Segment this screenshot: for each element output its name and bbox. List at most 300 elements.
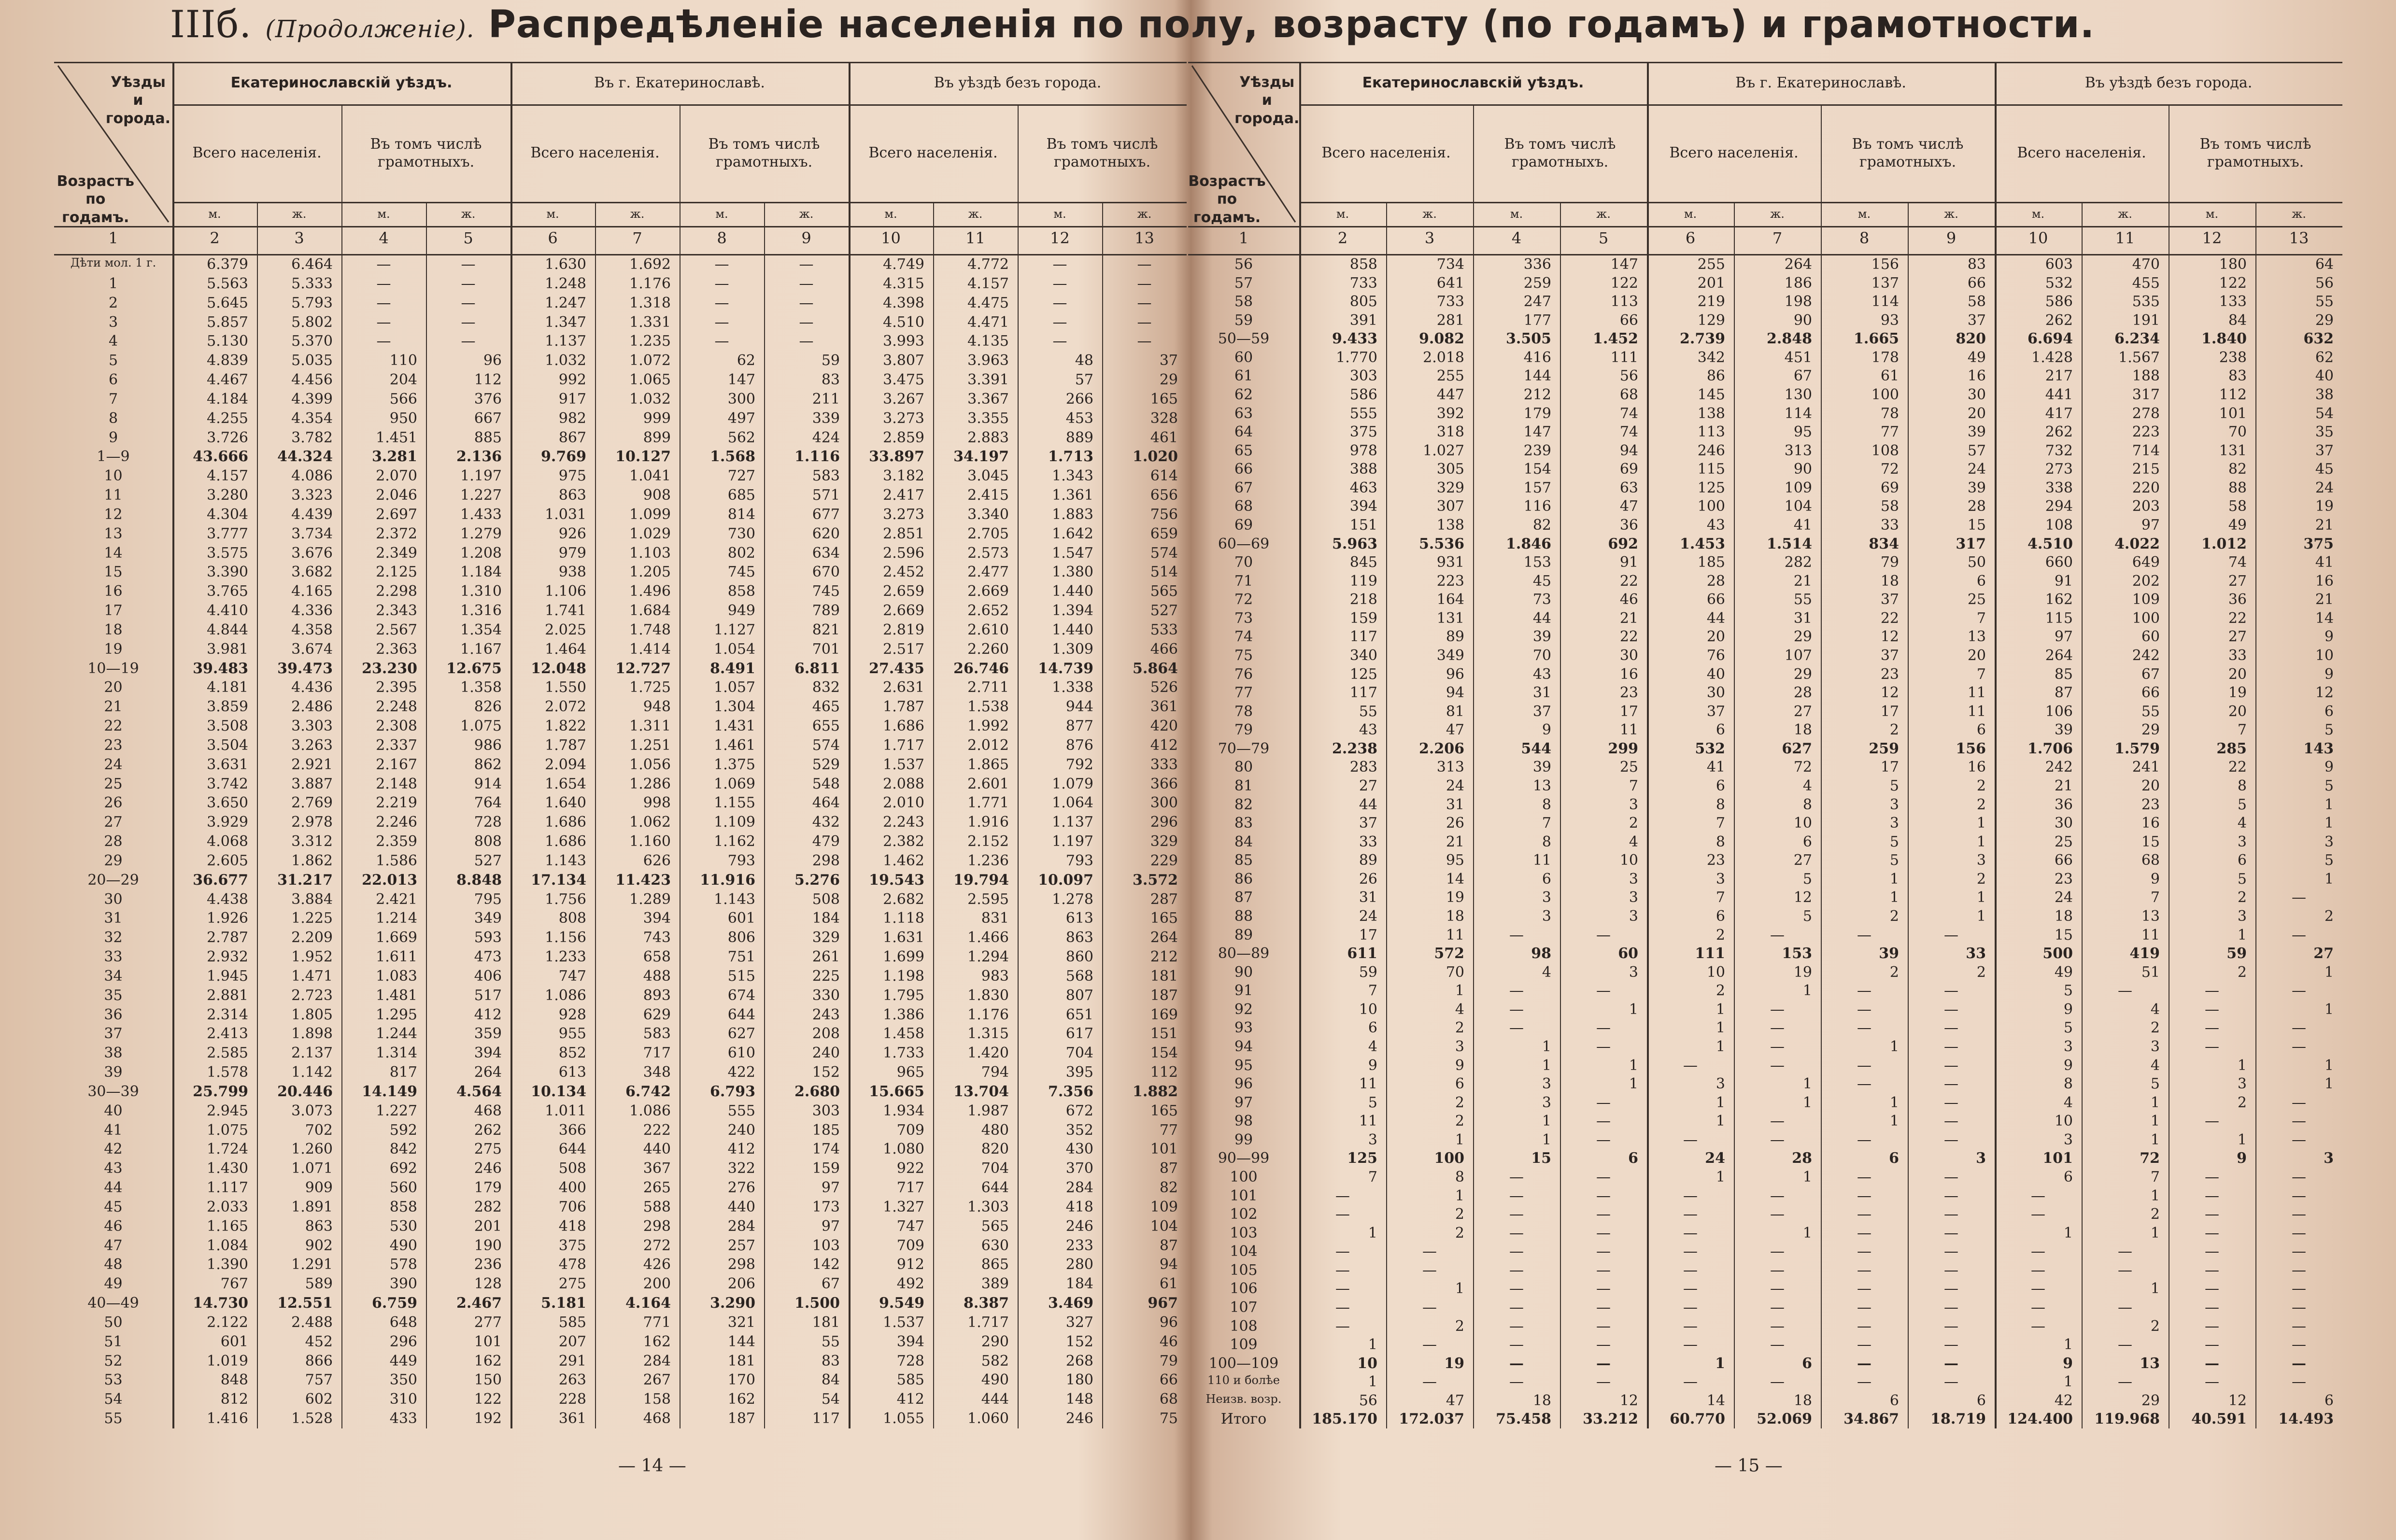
sex-header: м. [1857, 207, 1871, 221]
table-cell: 110 [389, 352, 417, 369]
age-label: 1—9 [97, 448, 130, 466]
table-cell: 1.086 [545, 987, 586, 1004]
table-cell: 31.217 [277, 871, 333, 889]
age-label: 87 [1234, 889, 1253, 906]
table-cell: 192 [474, 1410, 502, 1427]
table-cell: 6 [1715, 721, 1725, 739]
table-cell: 917 [558, 390, 586, 408]
table-cell: 181 [812, 1314, 840, 1331]
table-cell: 38 [2315, 386, 2334, 403]
table-cell: 808 [558, 910, 586, 927]
table-cell: 2.705 [967, 525, 1009, 542]
table-cell: 1 [1889, 889, 1899, 906]
table-cell: 67 [2141, 665, 2160, 683]
column-number: 6 [1685, 229, 1696, 247]
table-cell: 1.916 [967, 814, 1009, 831]
table-cell: 479 [812, 833, 840, 850]
table-cell: — [1052, 313, 1067, 331]
table-cell: 200 [643, 1275, 671, 1293]
table-cell: 125 [1697, 479, 1725, 496]
table-cell: 2 [1629, 815, 1638, 832]
table-cell: 1.934 [883, 1102, 924, 1119]
table-cell: 1.343 [1052, 467, 1093, 485]
table-cell: 1 [2063, 1224, 2073, 1242]
table-cell: 3 [1542, 908, 1551, 925]
table-cell: 101 [2219, 405, 2247, 422]
table-cell: 1 [2150, 1131, 2160, 1148]
table-cell: 4.336 [291, 602, 333, 620]
table-cell: 1.155 [714, 794, 755, 812]
table-cell: 39.483 [193, 660, 248, 677]
age-label: 29 [104, 852, 123, 869]
age-label: 28 [104, 833, 123, 850]
subgroup-header: Всего населенія. [2017, 144, 2146, 162]
table-cell: 432 [812, 814, 840, 831]
table-cell: 162 [2045, 591, 2073, 608]
table-cell: 530 [389, 1217, 417, 1235]
table-cell: 152 [1065, 1333, 1093, 1350]
table-cell: 589 [305, 1275, 333, 1293]
sex-header: ж. [630, 207, 645, 221]
table-cell: 1.318 [629, 294, 671, 311]
table-cell: 2.136 [456, 448, 502, 466]
table-cell: — [2118, 1336, 2132, 1354]
table-cell: 14.149 [362, 1083, 417, 1100]
table-cell: 24 [1967, 461, 1986, 478]
table-cell: 555 [727, 1102, 755, 1119]
table-cell: 70 [1446, 963, 1464, 981]
table-cell: 999 [643, 410, 671, 427]
table-cell: 727 [727, 467, 755, 485]
age-label: 56 [1234, 256, 1253, 273]
table-cell: 117 [1349, 628, 1377, 646]
table-cell: 1.197 [460, 467, 502, 485]
table-cell: — [1509, 1261, 1524, 1279]
table-cell: 350 [389, 1371, 417, 1389]
table-cell: 1.184 [460, 564, 502, 581]
table-cell: 22 [1880, 609, 1899, 627]
table-cell: 11 [1967, 684, 1986, 702]
age-label: 103 [1230, 1224, 1258, 1242]
table-cell: 12.675 [446, 660, 502, 677]
table-cell: 3 [1715, 1075, 1725, 1093]
table-cell: 644 [558, 1141, 586, 1158]
table-cell: 246 [1697, 442, 1725, 459]
table-cell: — [1770, 1187, 1785, 1204]
table-cell: 109 [2132, 591, 2160, 608]
table-cell: — [2031, 1280, 2045, 1298]
table-cell: 20 [2228, 665, 2247, 683]
table-cell: 2.739 [1680, 330, 1725, 348]
table-cell: 4.157 [207, 467, 248, 485]
table-cell: 349 [1436, 647, 1464, 664]
table-cell: 614 [1150, 467, 1178, 485]
table-cell: — [1857, 982, 1871, 1000]
table-cell: 1.428 [2031, 349, 2073, 366]
table-cell: — [2292, 1206, 2306, 1223]
table-cell: 2.337 [376, 736, 417, 754]
table-cell: 909 [305, 1179, 333, 1197]
table-cell: 709 [896, 1121, 924, 1139]
table-cell: — [2205, 1317, 2219, 1335]
table-cell: 406 [474, 967, 502, 985]
table-cell: — [2118, 1261, 2132, 1279]
age-label: 85 [1234, 852, 1253, 869]
table-cell: 3.340 [967, 506, 1009, 523]
age-label: Дѣти мол. 1 г. [70, 256, 156, 269]
table-cell: — [1857, 1261, 1871, 1279]
table-cell: 2.883 [967, 429, 1009, 446]
table-cell: 394 [474, 1045, 502, 1062]
age-label: 104 [1230, 1243, 1258, 1260]
table-cell: 79 [1880, 554, 1899, 571]
table-cell: 154 [1523, 461, 1551, 478]
table-cell: 93 [1880, 311, 1899, 329]
age-label: 33 [104, 948, 123, 966]
table-cell: 1.770 [1336, 349, 1377, 366]
table-cell: — [2205, 1373, 2219, 1391]
table-cell: — [1509, 1169, 1524, 1186]
table-cell: — [1944, 1280, 1958, 1298]
table-cell: 43 [1359, 721, 1377, 739]
table-cell: 283 [1349, 759, 1377, 776]
table-cell: 68 [1159, 1391, 1178, 1408]
table-cell: — [1137, 275, 1152, 292]
column-number: 13 [2289, 229, 2309, 247]
table-cell: 5 [1889, 777, 1899, 794]
table-cell: 4 [2237, 815, 2247, 832]
age-label: 75 [1234, 647, 1253, 664]
table-cell: 583 [812, 467, 840, 485]
table-cell: 177 [1523, 311, 1551, 329]
table-cell: — [2205, 1169, 2219, 1186]
table-cell: 1 [2063, 1336, 2073, 1354]
table-cell: 566 [389, 390, 417, 408]
table-cell: — [1596, 1113, 1611, 1130]
table-cell: 2.595 [967, 890, 1009, 908]
sex-header: ж. [1422, 207, 1437, 221]
table-cell: 68 [2141, 852, 2160, 869]
table-cell: 466 [1150, 640, 1178, 658]
table-cell: 948 [643, 698, 671, 716]
table-cell: — [1596, 1187, 1611, 1204]
table-cell: 47 [1446, 721, 1464, 739]
table-cell: — [1944, 1057, 1958, 1074]
table-cell: 1.431 [714, 718, 755, 735]
table-cell: 1.952 [291, 948, 333, 966]
table-cell: — [1857, 1280, 1871, 1298]
table-cell: 90 [1793, 461, 1812, 478]
table-cell: 1 [1715, 1001, 1725, 1018]
table-cell: — [461, 313, 476, 331]
table-cell: 1.440 [1052, 621, 1093, 638]
header-rule [54, 254, 1187, 255]
table-cell: 1.314 [376, 1045, 417, 1062]
table-cell: 17.134 [531, 871, 586, 889]
table-cell: 630 [981, 1237, 1009, 1254]
table-cell: 3 [1629, 796, 1638, 813]
table-cell: 87 [1159, 1237, 1178, 1254]
table-cell: 97 [2141, 517, 2160, 534]
table-cell: 2.711 [967, 679, 1009, 696]
table-cell: 862 [474, 756, 502, 773]
age-label: 62 [1234, 386, 1253, 403]
table-cell: — [2205, 1261, 2219, 1279]
table-cell: 834 [1869, 535, 1899, 552]
table-cell: 806 [727, 929, 755, 947]
table-cell: 658 [643, 948, 671, 966]
table-cell: 529 [812, 756, 840, 773]
table-cell: 3 [2237, 833, 2247, 850]
title-continuation: (Продолженіе). [265, 15, 475, 43]
table-cell: 74 [2228, 554, 2247, 571]
table-cell: 1.165 [207, 1217, 248, 1235]
table-cell: 858 [1349, 256, 1377, 273]
table-cell: 14.493 [2278, 1411, 2334, 1428]
table-cell: 3.073 [291, 1102, 333, 1119]
table-cell: 1 [1629, 1075, 1638, 1093]
table-cell: 7 [1976, 665, 1986, 683]
table-cell: 66 [1159, 1371, 1178, 1389]
table-cell: 219 [1697, 293, 1725, 311]
table-cell: — [1944, 982, 1958, 1000]
age-label: 53 [104, 1371, 123, 1389]
table-cell: 208 [812, 1025, 840, 1043]
diagonal-line [1192, 66, 1295, 222]
table-cell: 2.219 [376, 794, 417, 812]
table-cell: 74 [1619, 424, 1638, 441]
table-cell: 1 [1368, 1336, 1377, 1354]
table-cell: 262 [474, 1121, 502, 1139]
age-label: 80—89 [1218, 945, 1270, 962]
table-cell: — [1509, 1280, 1524, 1298]
table-cell: 41 [2315, 554, 2334, 571]
table-cell: 262 [2045, 311, 2073, 329]
table-cell: 114 [1784, 405, 1812, 422]
table-cell: 461 [1150, 429, 1178, 446]
table-cell: 72 [1793, 759, 1812, 776]
table-cell: 162 [727, 1391, 755, 1408]
table-cell: 30 [1967, 386, 1986, 403]
age-label: 96 [1234, 1075, 1253, 1093]
table-cell: 1.338 [1052, 679, 1093, 696]
table-cell: 2.046 [376, 487, 417, 504]
table-cell: 9 [1455, 1057, 1464, 1074]
table-cell: 1 [2324, 870, 2334, 888]
sex-header: ж. [1596, 207, 1611, 221]
table-cell: 453 [1065, 410, 1093, 427]
table-cell: 12 [1619, 1392, 1638, 1409]
table-cell: 59 [821, 352, 840, 369]
table-cell: — [1770, 1243, 1785, 1260]
table-cell: — [1944, 1261, 1958, 1279]
age-label: 36 [104, 1006, 123, 1023]
table-cell: 560 [389, 1179, 417, 1197]
table-cell: 18.719 [1930, 1411, 1986, 1428]
table-cell: — [1944, 1243, 1958, 1260]
table-cell: 73 [1532, 591, 1551, 608]
table-cell: 50 [1967, 554, 1986, 571]
table-cell: 860 [1065, 948, 1093, 966]
table-cell: — [2031, 1261, 2045, 1279]
table-cell: 928 [558, 1006, 586, 1023]
table-cell: 158 [643, 1391, 671, 1408]
table-cell: 1 [2237, 1057, 2247, 1074]
table-cell: 5 [1889, 852, 1899, 869]
table-cell: 1.567 [2118, 349, 2160, 366]
table-cell: — [376, 256, 391, 273]
table-cell: 820 [981, 1141, 1009, 1158]
table-cell: 1.390 [207, 1256, 248, 1273]
table-cell: 685 [727, 487, 755, 504]
table-cell: 2.415 [967, 487, 1009, 504]
table-cell: — [1596, 1131, 1611, 1148]
table-cell: 15 [2054, 926, 2073, 944]
sex-header: ж. [1137, 207, 1152, 221]
table-cell: 544 [1521, 740, 1551, 757]
age-label: 100 [1230, 1169, 1258, 1186]
table-cell: 5 [2063, 1019, 2073, 1037]
table-cell: 1.041 [629, 467, 671, 485]
table-cell: 5 [1889, 833, 1899, 850]
table-cell: 3 [1976, 852, 1986, 869]
table-cell: 16 [2315, 572, 2334, 590]
table-cell: 1.846 [1506, 535, 1551, 552]
table-cell: 2.343 [376, 602, 417, 620]
table-cell: — [2031, 1299, 2045, 1316]
table-cell: 4.510 [2027, 535, 2073, 552]
table-cell: 574 [812, 736, 840, 754]
table-cell: 2.605 [207, 852, 248, 869]
table-cell: 122 [474, 1391, 502, 1408]
table-cell: 793 [727, 852, 755, 869]
table-cell: 1.295 [376, 1006, 417, 1023]
table-cell: — [1944, 1336, 1958, 1354]
corner-bottom-label: Возрастъ по годамъ. [57, 172, 134, 226]
table-cell: 19 [2228, 684, 2247, 702]
table-cell: — [1857, 1317, 1871, 1335]
table-cell: 6 [1802, 1355, 1812, 1372]
table-cell: 1.225 [291, 910, 333, 927]
table-cell: 3.182 [883, 467, 924, 485]
table-cell: 10 [1357, 1355, 1377, 1372]
table-cell: — [2205, 1038, 2219, 1055]
table-cell: 1.236 [967, 852, 1009, 869]
age-label: 14 [104, 544, 123, 562]
table-cell: 5.035 [291, 352, 333, 369]
table-cell: 950 [389, 410, 417, 427]
table-cell: 19.794 [953, 871, 1009, 889]
table-cell: 3.504 [207, 736, 248, 754]
table-cell: 5 [1802, 908, 1812, 925]
table-cell: 733 [1349, 274, 1377, 292]
table-cell: 10 [1359, 1001, 1377, 1018]
table-cell: 714 [2132, 442, 2160, 459]
table-cell: 148 [1065, 1391, 1093, 1408]
table-cell: 74 [1619, 405, 1638, 422]
table-cell: — [1857, 926, 1871, 944]
table-cell: 43.666 [193, 448, 248, 466]
table-cell: 1.248 [545, 275, 586, 292]
table-cell: 33.897 [869, 448, 924, 466]
table-cell: 13 [2141, 908, 2160, 925]
table-cell: 756 [1150, 506, 1178, 523]
table-cell: 1.822 [545, 718, 586, 735]
table-cell: — [2031, 1206, 2045, 1223]
table-cell: 259 [1523, 274, 1551, 292]
table-cell: 96 [1446, 665, 1464, 683]
table-cell: 3.290 [710, 1295, 755, 1312]
table-cell: 238 [2219, 349, 2247, 366]
table-cell: 7 [1715, 815, 1725, 832]
table-cell: 1.686 [545, 833, 586, 850]
table-cell: 2 [1976, 870, 1986, 888]
table-cell: — [461, 333, 476, 350]
table-cell: 3.312 [291, 833, 333, 850]
table-cell: — [1857, 1243, 1871, 1260]
table-cell: — [376, 275, 391, 292]
table-cell: 23 [2054, 870, 2073, 888]
table-cell: 902 [305, 1237, 333, 1254]
table-cell: 54 [821, 1391, 840, 1408]
table-cell: 6 [1628, 1150, 1638, 1167]
table-cell: 60 [1618, 945, 1638, 962]
table-cell: 25 [2054, 833, 2073, 850]
table-cell: 12 [2228, 1392, 2247, 1409]
table-cell: 348 [643, 1064, 671, 1081]
table-cell: 70 [2228, 424, 2247, 441]
table-cell: 2.659 [883, 583, 924, 600]
table-cell: 59 [1359, 963, 1377, 981]
table-cell: 281 [1436, 311, 1464, 329]
table-cell: 19 [1793, 963, 1812, 981]
table-cell: 2.787 [207, 929, 248, 947]
table-cell: 5 [2324, 852, 2334, 869]
table-cell: — [1596, 1019, 1611, 1037]
column-number: 1 [1238, 229, 1249, 247]
table-cell: 75 [1159, 1410, 1178, 1427]
table-cell: 812 [220, 1391, 248, 1408]
table-cell: 7 [2237, 721, 2247, 739]
table-cell: 3.045 [967, 467, 1009, 485]
table-cell: 468 [643, 1410, 671, 1427]
table-cell: 1.137 [1052, 814, 1093, 831]
table-cell: 3.281 [372, 448, 417, 466]
age-label: 73 [1234, 609, 1253, 627]
table-cell: 1 [1802, 1094, 1812, 1111]
table-cell: 2.243 [883, 814, 924, 831]
age-label: 80 [1234, 759, 1253, 776]
table-cell: — [1596, 1355, 1611, 1372]
sex-header: м. [1684, 207, 1697, 221]
table-cell: 1.451 [376, 429, 417, 446]
table-cell: 113 [1610, 293, 1638, 311]
table-cell: 626 [643, 852, 671, 869]
table-cell: 4.164 [625, 1295, 671, 1312]
age-label: 34 [104, 967, 123, 985]
table-cell: 2.567 [376, 621, 417, 638]
table-cell: 1 [1542, 1131, 1551, 1148]
table-cell: — [1857, 1187, 1871, 1204]
column-number: 9 [1946, 229, 1956, 247]
table-cell: 1.167 [460, 640, 502, 658]
table-cell: 9 [2324, 759, 2334, 776]
subgroup-header: Въ томъ числѣ грамотныхъ. [1046, 135, 1158, 170]
table-cell: 112 [474, 371, 502, 389]
table-cell: 1 [1715, 1169, 1725, 1186]
table-cell: 4.410 [207, 602, 248, 620]
subgroup-header: Всего населенія. [1321, 144, 1451, 162]
